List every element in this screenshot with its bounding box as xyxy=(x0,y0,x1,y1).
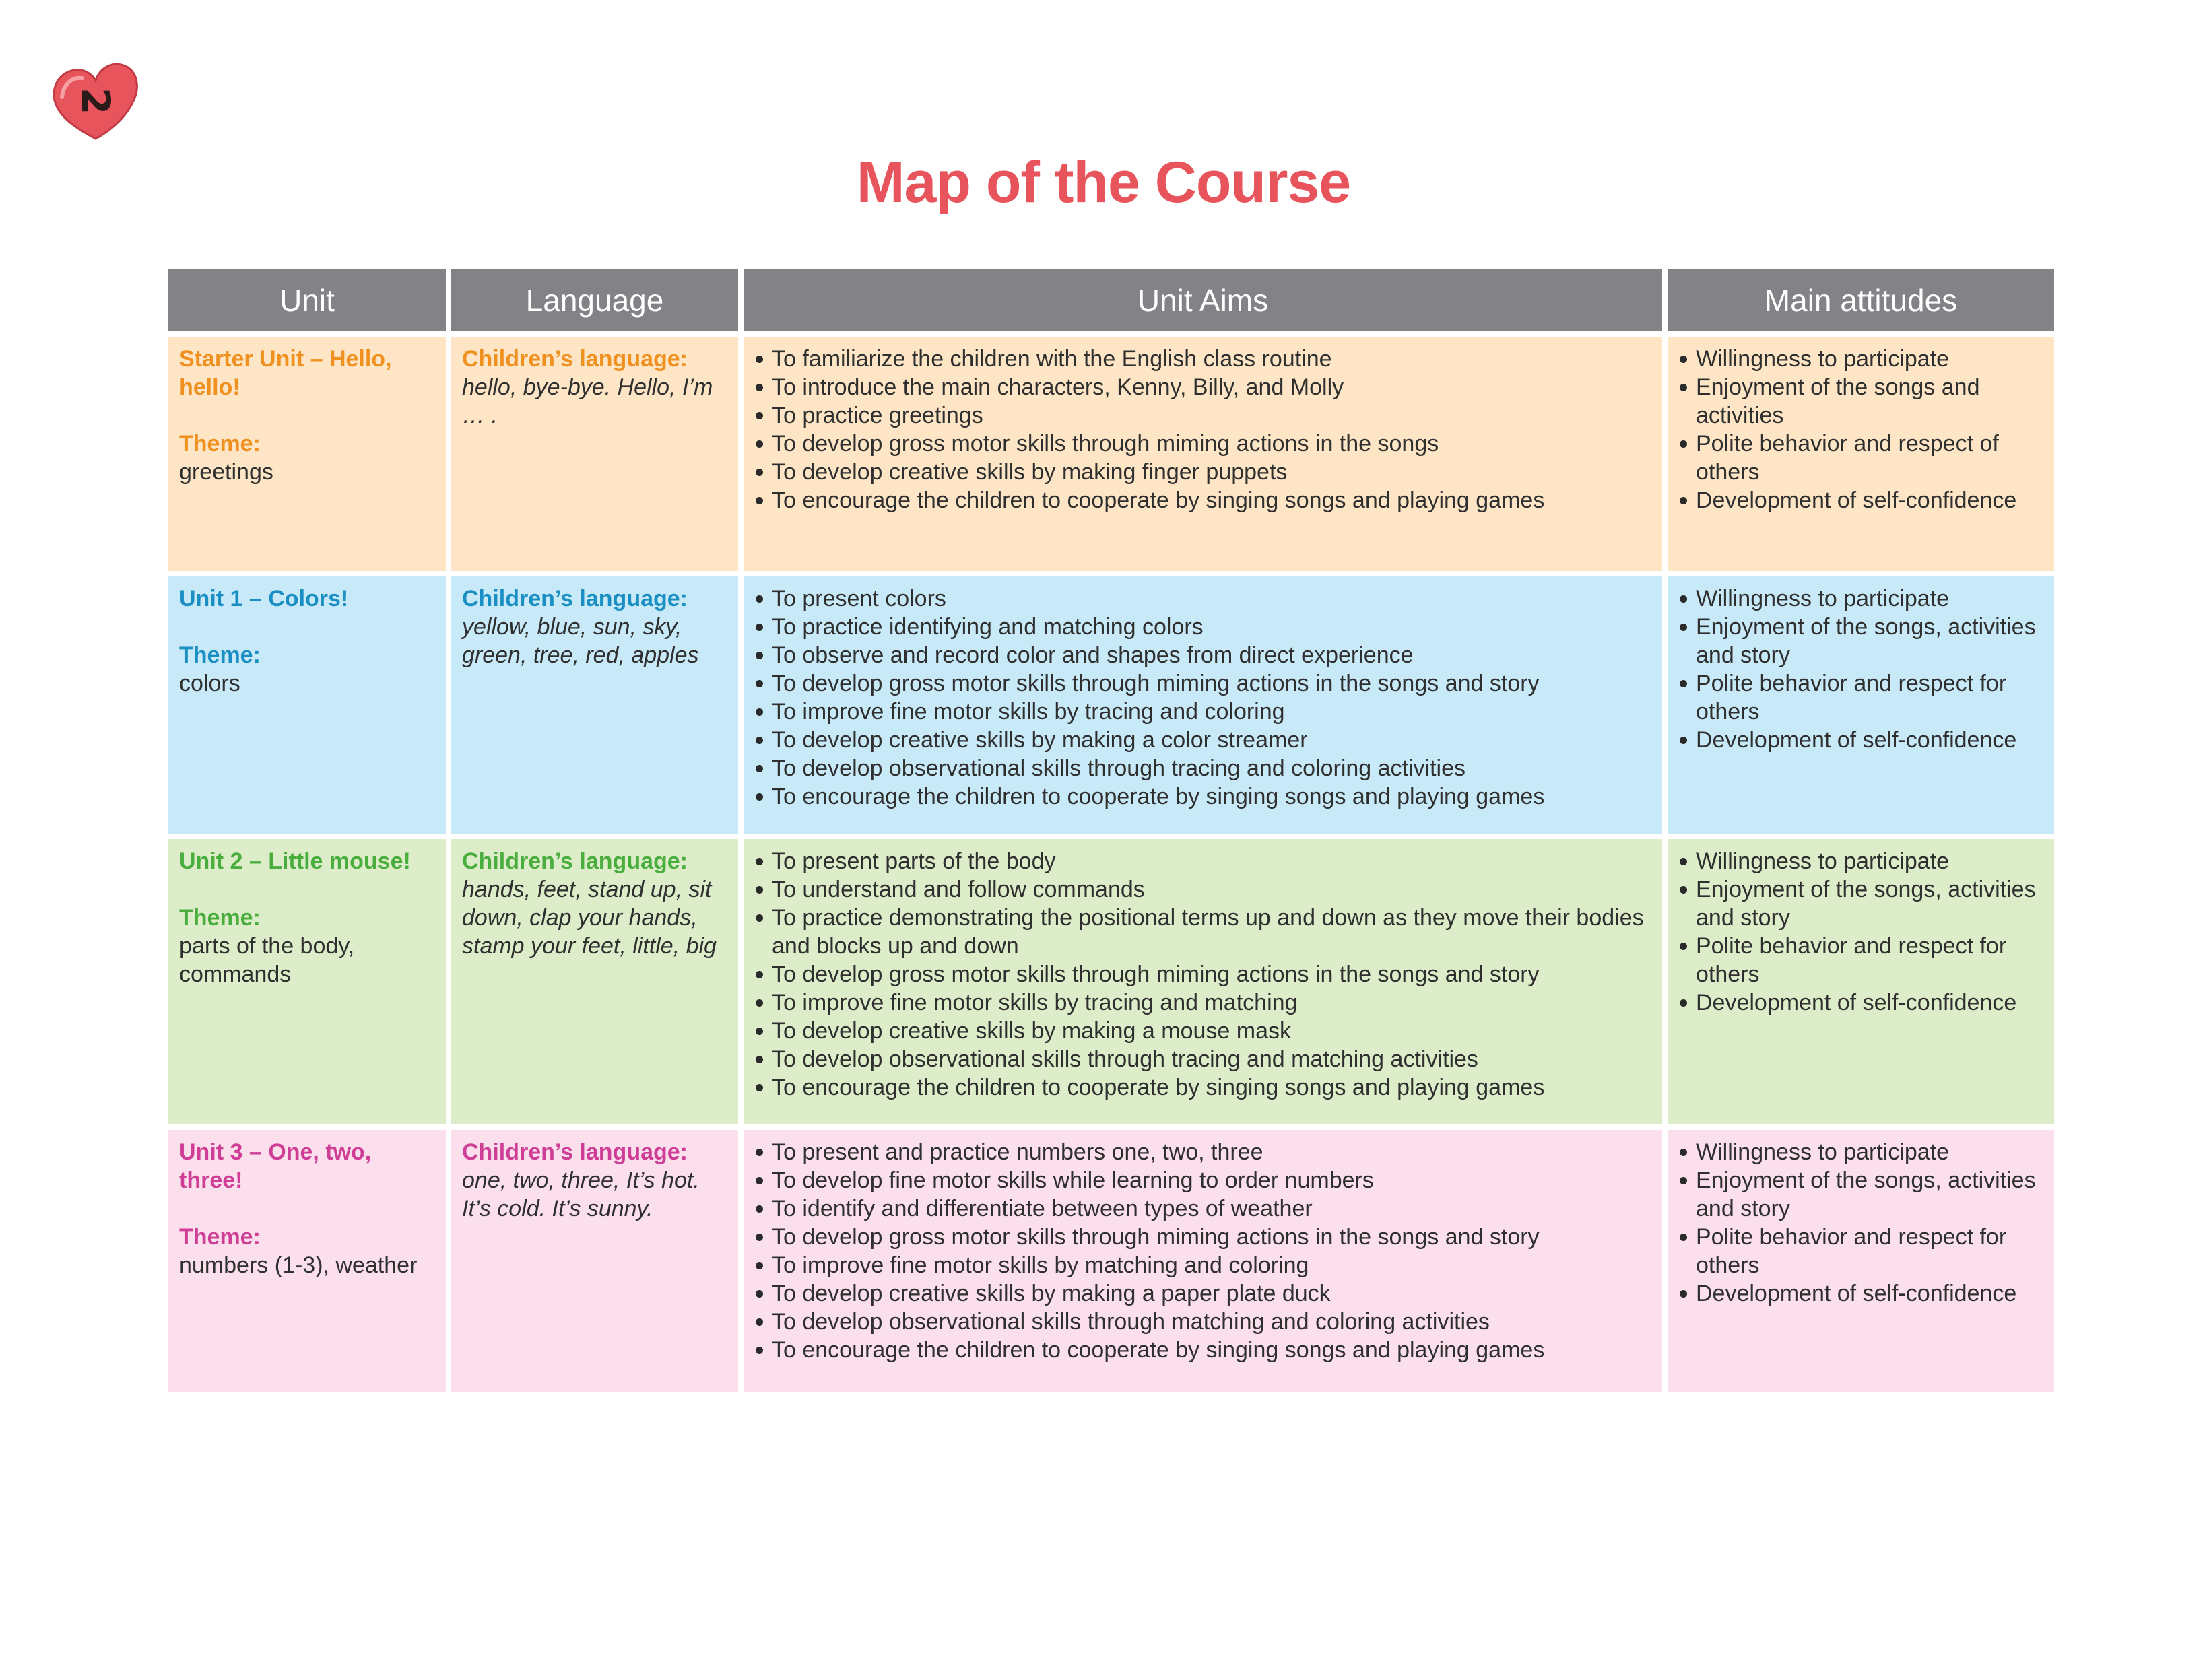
list-item: To improve fine motor skills by matching and coloring xyxy=(754,1251,1651,1279)
list-item: Development of self-confidence xyxy=(1678,1279,2043,1308)
theme-value: parts of the body, commands xyxy=(179,933,355,987)
list-item: Enjoyment of the songs and activities xyxy=(1678,373,2043,430)
unit-aims-cell xyxy=(744,1130,1662,1392)
list-item: To understand and follow commands xyxy=(754,875,1651,904)
theme-label: Theme: xyxy=(179,905,261,931)
table-row xyxy=(168,337,2054,571)
list-item: To develop creative skills by making a color streamer xyxy=(754,726,1651,754)
list-item: To improve fine motor skills by tracing and coloring xyxy=(754,698,1651,726)
list-item: To encourage the children to cooperate by singing songs and playing games xyxy=(754,782,1651,811)
language-label: Children’s language: xyxy=(462,346,688,372)
theme-label: Theme: xyxy=(179,431,261,457)
header-unit: Unit xyxy=(168,269,446,331)
list-item: To develop creative skills by making finger puppets xyxy=(754,458,1651,486)
list-item: Polite behavior and respect for others xyxy=(1678,932,2043,988)
language-value: hello, bye-bye. Hello, I’m … . xyxy=(462,374,713,428)
unit-aims-cell xyxy=(744,576,1662,834)
unit-title: Unit 3 – One, two, three! xyxy=(179,1139,372,1193)
language-cell xyxy=(451,576,738,834)
page-number-badge xyxy=(48,54,143,148)
list-item: Polite behavior and respect for others xyxy=(1678,1223,2043,1279)
table-row xyxy=(168,839,2054,1124)
unit-title: Starter Unit – Hello, hello! xyxy=(179,346,392,400)
list-item: To develop gross motor skills through miming actions in the songs and story xyxy=(754,960,1651,988)
main-attitudes-cell xyxy=(1668,839,2054,1124)
unit-cell xyxy=(168,337,446,571)
list-item: To present and practice numbers one, two, three xyxy=(754,1138,1651,1166)
list-item: To improve fine motor skills by tracing and matching xyxy=(754,988,1651,1017)
language-cell xyxy=(451,1130,738,1392)
language-value: hands, feet, stand up, sit down, clap your hands, stamp your feet, little, big xyxy=(462,877,717,959)
unit-cell xyxy=(168,839,446,1124)
list-item: To develop gross motor skills through miming actions in the songs and story xyxy=(754,1223,1651,1251)
list-item: Willingness to participate xyxy=(1678,345,2043,373)
list-item: To develop observational skills through tracing and matching activities xyxy=(754,1045,1651,1073)
main-attitudes-list xyxy=(1678,1138,2043,1308)
language-label: Children’s language: xyxy=(462,848,688,874)
list-item: To develop gross motor skills through miming actions in the songs xyxy=(754,430,1651,458)
page-title: Map of the Course xyxy=(856,150,1351,215)
list-item: Development of self-confidence xyxy=(1678,988,2043,1017)
table-row xyxy=(168,1130,2054,1392)
main-attitudes-list xyxy=(1678,584,2043,754)
list-item: Enjoyment of the songs, activities and story xyxy=(1678,613,2043,669)
theme-value: colors xyxy=(179,671,240,696)
list-item: To practice identifying and matching colors xyxy=(754,613,1651,641)
list-item: Enjoyment of the songs, activities and story xyxy=(1678,875,2043,932)
list-item: To observe and record color and shapes from direct experience xyxy=(754,641,1651,669)
unit-aims-list xyxy=(754,345,1651,514)
list-item: To encourage the children to cooperate by singing songs and playing games xyxy=(754,486,1651,514)
unit-aims-list xyxy=(754,847,1651,1102)
list-item: Willingness to participate xyxy=(1678,584,2043,613)
list-item: To develop creative skills by making a mouse mask xyxy=(754,1017,1651,1045)
unit-cell xyxy=(168,1130,446,1392)
theme-label: Theme: xyxy=(179,642,261,668)
header-language: Language xyxy=(451,269,738,331)
list-item: To present colors xyxy=(754,584,1651,613)
main-attitudes-cell xyxy=(1668,1130,2054,1392)
list-item: Willingness to participate xyxy=(1678,847,2043,875)
list-item: To develop observational skills through matching and coloring activities xyxy=(754,1308,1651,1336)
list-item: To encourage the children to cooperate by singing songs and playing games xyxy=(754,1073,1651,1102)
list-item: To develop fine motor skills while learning to order numbers xyxy=(754,1166,1651,1195)
list-item: Polite behavior and respect of others xyxy=(1678,430,2043,486)
theme-label: Theme: xyxy=(179,1224,261,1250)
language-cell xyxy=(451,839,738,1124)
list-item: To develop gross motor skills through miming actions in the songs and story xyxy=(754,669,1651,698)
list-item: Polite behavior and respect for others xyxy=(1678,669,2043,726)
unit-aims-list xyxy=(754,1138,1651,1364)
unit-aims-cell xyxy=(744,839,1662,1124)
list-item: To develop creative skills by making a paper plate duck xyxy=(754,1279,1651,1308)
header-unit-aims: Unit Aims xyxy=(744,269,1662,331)
main-attitudes-list xyxy=(1678,345,2043,514)
page-number: 2 xyxy=(73,87,119,115)
list-item: Development of self-confidence xyxy=(1678,486,2043,514)
unit-title: Unit 2 – Little mouse! xyxy=(179,848,411,874)
course-map-table xyxy=(163,264,2060,1398)
list-item: Enjoyment of the songs, activities and story xyxy=(1678,1166,2043,1223)
main-attitudes-list xyxy=(1678,847,2043,1017)
list-item: To introduce the main characters, Kenny, Billy, and Molly xyxy=(754,373,1651,401)
unit-cell xyxy=(168,576,446,834)
language-label: Children’s language: xyxy=(462,586,688,611)
language-value: one, two, three, It’s hot. It’s cold. It’s sunny. xyxy=(462,1168,700,1221)
list-item: Development of self-confidence xyxy=(1678,726,2043,754)
main-attitudes-cell xyxy=(1668,337,2054,571)
unit-title: Unit 1 – Colors! xyxy=(179,586,349,611)
language-cell xyxy=(451,337,738,571)
table-row xyxy=(168,576,2054,834)
list-item: To identify and differentiate between types of weather xyxy=(754,1195,1651,1223)
main-attitudes-cell xyxy=(1668,576,2054,834)
language-label: Children’s language: xyxy=(462,1139,688,1165)
header-main-attitudes: Main attitudes xyxy=(1668,269,2054,331)
list-item: To familiarize the children with the English class routine xyxy=(754,345,1651,373)
theme-value: numbers (1-3), weather xyxy=(179,1252,418,1278)
theme-value: greetings xyxy=(179,459,273,485)
list-item: To practice greetings xyxy=(754,401,1651,430)
list-item: To present parts of the body xyxy=(754,847,1651,875)
unit-aims-list xyxy=(754,584,1651,811)
list-item: Willingness to participate xyxy=(1678,1138,2043,1166)
language-value: yellow, blue, sun, sky, green, tree, red, apples xyxy=(462,614,699,668)
list-item: To develop observational skills through tracing and coloring activities xyxy=(754,754,1651,782)
table-header-row xyxy=(168,269,2054,331)
unit-aims-cell xyxy=(744,337,1662,571)
list-item: To practice demonstrating the positional terms up and down as they move their bodies and blocks up and down xyxy=(754,904,1651,960)
list-item: To encourage the children to cooperate by singing songs and playing games xyxy=(754,1336,1651,1364)
